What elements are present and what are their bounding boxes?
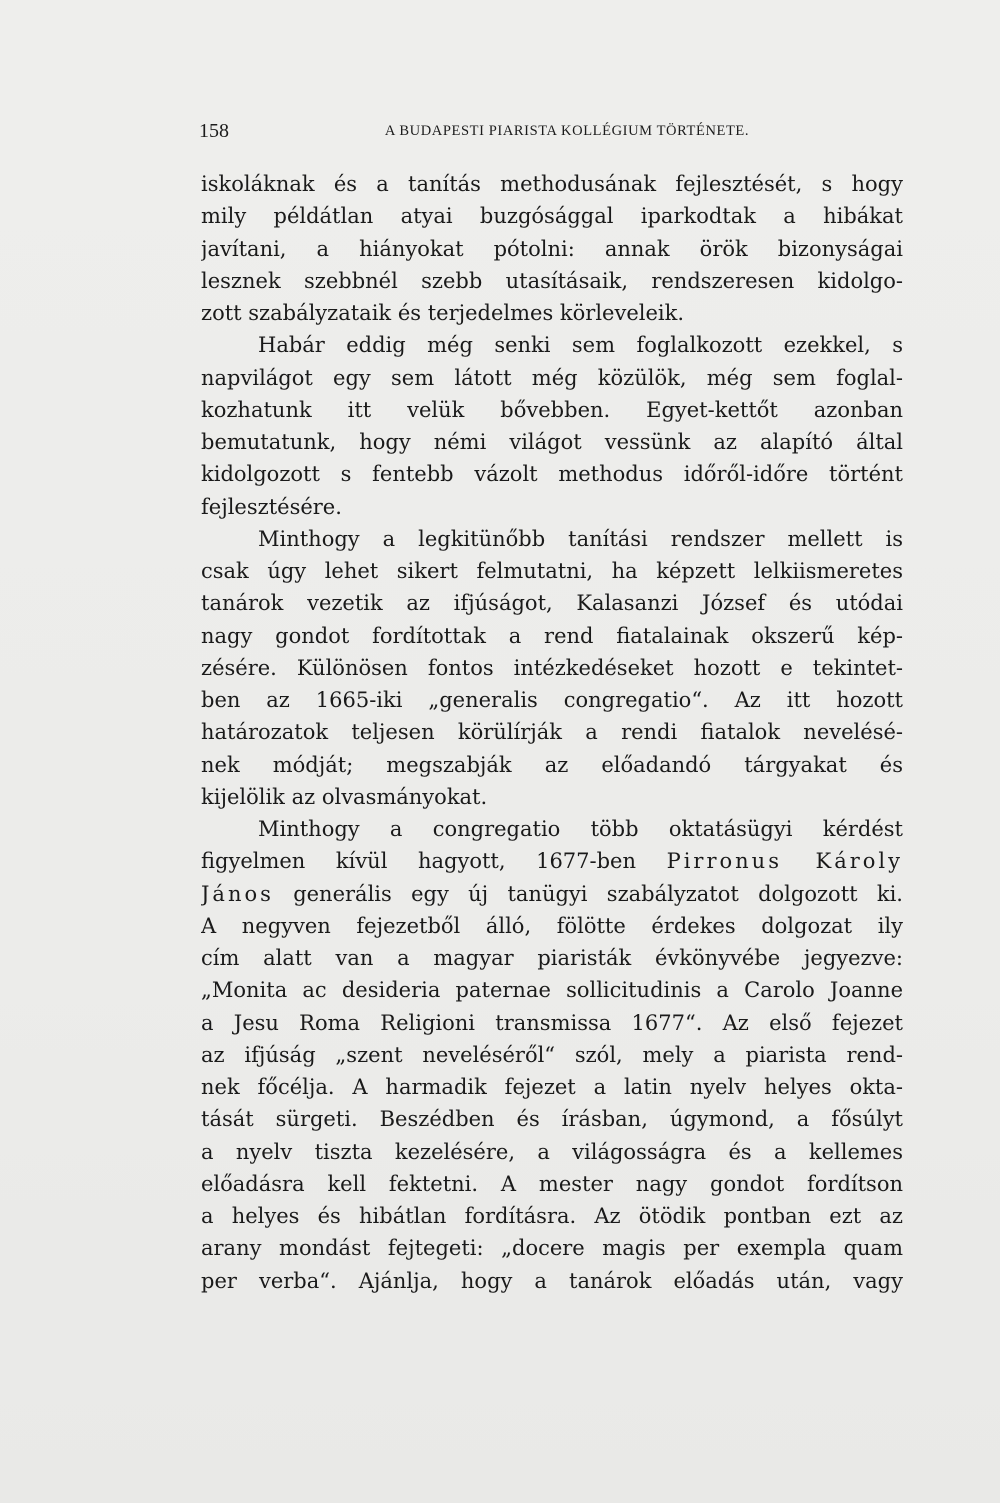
text-line: kozhatunk itt velük bővebben. Egyet-kettőt azonban: [201, 397, 903, 422]
running-title: A BUDAPESTI PIARISTA KOLLÉGIUM TÖRTÉNETE.: [384, 123, 750, 139]
text-line: A negyven fejezetből álló, fölötte érdekes dolgozat ily: [201, 913, 903, 938]
text-line: [201, 845, 903, 877]
text-line: javítani, a hiányokat pótolni: annak örök bizonyságai: [201, 236, 903, 261]
text-line: arany mondást fejtegeti: „docere magis per exempla quam: [201, 1236, 903, 1261]
text-line: nek módját; megszabják az előadandó tárgyakat és: [201, 752, 903, 777]
text-line: zésére. Különösen fontos intézkedéseket hozott e tekintet-: [201, 655, 903, 680]
page-number: 158: [199, 120, 229, 142]
text-line: mily példátlan atyai buzgósággal iparkodtak a hibákat: [201, 204, 903, 229]
paragraph-first-line: Habár eddig még senki sem foglalkozott ezekkel, s: [258, 333, 903, 358]
text-line: a nyelv tiszta kezelésére, a világosságra és a kellemes: [201, 1139, 903, 1164]
text-line: napvilágot egy sem látott még közülök, még sem foglal-: [201, 365, 903, 390]
text-line: nagy gondot fordítottak a rend fiatalainak okszerű kép-: [201, 623, 903, 648]
paragraph-first-line: Minthogy a congregatio több oktatásügyi kérdést: [258, 817, 903, 841]
line-text: figyelmen kívül hagyott, 1677-ben: [201, 849, 667, 874]
body-text: [201, 168, 903, 1297]
page-header: [199, 118, 905, 148]
text-line: nek főcélja. A harmadik fejezet a latin nyelv helyes okta-: [201, 1075, 903, 1099]
text-line: fejlesztésére.: [201, 494, 342, 519]
text-line: bemutatunk, hogy némi világot vessünk az alapító által: [201, 430, 903, 454]
text-line: előadásra kell fektetni. A mester nagy gondot fordítson: [201, 1171, 903, 1196]
text-line: tanárok vezetik az ifjúságot, Kalasanzi József és utódai: [201, 591, 903, 616]
spaced-name: János: [201, 881, 274, 906]
line-text: generális egy új tanügyi szabályzatot dolgozott ki.: [273, 881, 903, 906]
text-line: cím alatt van a magyar piaristák évkönyvébe jegyezve:: [201, 946, 903, 970]
text-line: tását sürgeti. Beszédben és írásban, úgymond, a fősúlyt: [201, 1107, 903, 1132]
text-line: zott szabályzataik és terjedelmes körleveleik.: [201, 301, 685, 325]
text-line: csak úgy lehet sikert felmutatni, ha képzett lelkiismeretes: [201, 559, 903, 583]
text-line: a Jesu Roma Religioni transmissa 1677“. Az első fejezet: [201, 1010, 903, 1035]
text-line: határozatok teljesen körülírják a rendi fiatalok nevelésé-: [201, 720, 903, 745]
text-line: iskoláknak és a tanítás methodusának fejlesztését, s hogy: [201, 172, 903, 196]
text-line: „Monita ac desideria paternae sollicitudinis a Carolo Joanne: [201, 978, 903, 1003]
text-line: a helyes és hibátlan fordításra. Az ötödik pontban ezt az: [201, 1204, 903, 1228]
text-line: kidolgozott s fentebb vázolt methodus időről-időre történt: [201, 462, 903, 487]
text-line: per verba“. Ajánlja, hogy a tanárok előadás után, vagy: [201, 1268, 903, 1293]
text-line: [201, 878, 903, 910]
text-line: ben az 1665-iki „generalis congregatio“. Az itt hozott: [201, 688, 903, 712]
text-line: az ifjúság „szent neveléséről“ szól, mely a piarista rend-: [201, 1042, 903, 1067]
text-line: lesznek szebbnél szebb utasításaik, rendszeresen kidolgo-: [201, 268, 903, 293]
text-line: kijelölik az olvasmányokat.: [201, 784, 488, 809]
paragraph-first-line: Minthogy a legkitünőbb tanítási rendszer mellett is: [258, 526, 903, 551]
spaced-name: Pirronus Károly: [666, 849, 903, 874]
